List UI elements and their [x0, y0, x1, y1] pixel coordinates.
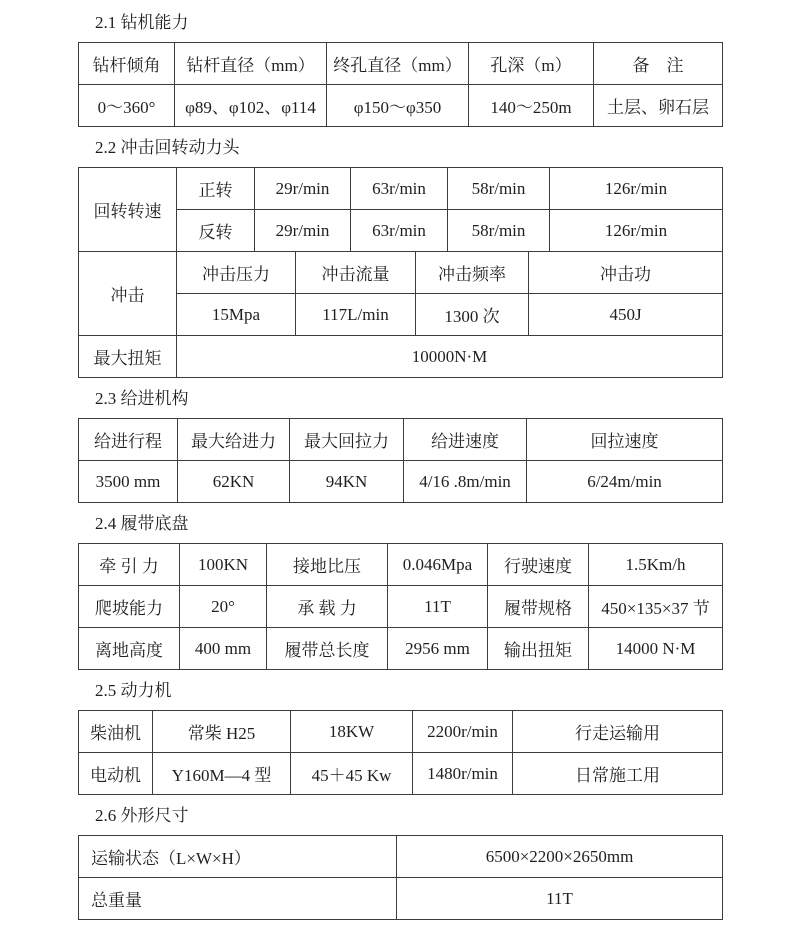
- label-cell: 总重量: [79, 878, 397, 920]
- value-cell: 18KW: [291, 711, 413, 753]
- rotary-speed-table: [78, 167, 723, 252]
- label-cell: 冲击: [79, 252, 177, 336]
- header-cell: 冲击流量: [296, 252, 416, 294]
- table-row: [79, 461, 723, 503]
- label-cell: 承 载 力: [267, 586, 388, 628]
- table-row: [79, 252, 723, 294]
- value-cell: 126r/min: [550, 210, 723, 252]
- value-cell: 0～360°: [79, 85, 175, 127]
- table-row: [79, 336, 723, 378]
- header-cell: 给进速度: [404, 419, 527, 461]
- label-cell: 电动机: [79, 753, 153, 795]
- label-cell: 履带规格: [488, 586, 589, 628]
- value-cell: 日常施工用: [513, 753, 723, 795]
- value-cell: 行走运输用: [513, 711, 723, 753]
- value-cell: 0.046Mpa: [388, 544, 488, 586]
- table-row: [79, 586, 723, 628]
- crawler-chassis-table: [78, 543, 723, 670]
- value-cell: 450J: [529, 294, 723, 336]
- label-cell: 最大扭矩: [79, 336, 177, 378]
- section-title-2-3: 2.3 给进机构: [95, 389, 189, 408]
- table-row: [79, 753, 723, 795]
- feed-mechanism-table: [78, 418, 723, 503]
- value-cell: 400 mm: [180, 628, 267, 670]
- table-row: [79, 711, 723, 753]
- value-cell: 117L/min: [296, 294, 416, 336]
- value-cell: 62KN: [178, 461, 290, 503]
- value-cell: 45＋45 Kw: [291, 753, 413, 795]
- header-cell: 最大给进力: [178, 419, 290, 461]
- value-cell: φ150～φ350: [327, 85, 469, 127]
- table-row: [79, 836, 723, 878]
- value-cell: 126r/min: [550, 168, 723, 210]
- label-cell: 运输状态（L×W×H）: [79, 836, 397, 878]
- header-cell: 冲击压力: [177, 252, 296, 294]
- value-cell: 11T: [388, 586, 488, 628]
- header-cell: 给进行程: [79, 419, 178, 461]
- value-cell: 1.5Km/h: [589, 544, 723, 586]
- header-cell: 终孔直径（mm）: [327, 43, 469, 85]
- value-cell: 常柴 H25: [153, 711, 291, 753]
- value-cell: 63r/min: [351, 168, 448, 210]
- label-cell: 牵 引 力: [79, 544, 180, 586]
- section-title-2-1: 2.1 钻机能力: [95, 13, 189, 32]
- section-title-2-4: 2.4 履带底盘: [95, 514, 189, 533]
- impact-table: [78, 251, 723, 336]
- dimensions-table: [78, 835, 723, 920]
- value-cell: 6/24m/min: [527, 461, 723, 503]
- value-cell: 10000N·M: [177, 336, 723, 378]
- value-cell: 140～250m: [469, 85, 594, 127]
- section-title-2-2: 2.2 冲击回转动力头: [95, 138, 240, 157]
- table-row: [79, 878, 723, 920]
- label-cell: 离地高度: [79, 628, 180, 670]
- value-cell: 63r/min: [351, 210, 448, 252]
- header-cell: 孔深（m）: [469, 43, 594, 85]
- value-cell: 2200r/min: [413, 711, 513, 753]
- value-cell: 58r/min: [448, 210, 550, 252]
- label-cell: 正转: [177, 168, 255, 210]
- value-cell: 100KN: [180, 544, 267, 586]
- header-cell: 回拉速度: [527, 419, 723, 461]
- value-cell: φ89、φ102、φ114: [175, 85, 327, 127]
- table-row: [79, 628, 723, 670]
- value-cell: 4/16 .8m/min: [404, 461, 527, 503]
- value-cell: 94KN: [290, 461, 404, 503]
- table-row: [79, 168, 723, 210]
- value-cell: 3500 mm: [79, 461, 178, 503]
- table-row: [79, 419, 723, 461]
- value-cell: Y160M—4 型: [153, 753, 291, 795]
- drill-capability-table: [78, 42, 723, 127]
- value-cell: 14000 N·M: [589, 628, 723, 670]
- value-cell: 58r/min: [448, 168, 550, 210]
- table-row: [79, 544, 723, 586]
- value-cell: 1300 次: [416, 294, 529, 336]
- label-cell: 接地比压: [267, 544, 388, 586]
- label-cell: 输出扭矩: [488, 628, 589, 670]
- section-title-2-5: 2.5 动力机: [95, 681, 172, 700]
- header-cell: 最大回拉力: [290, 419, 404, 461]
- value-cell: 6500×2200×2650mm: [397, 836, 723, 878]
- header-cell: 备 注: [594, 43, 723, 85]
- table-row: [79, 85, 723, 127]
- value-cell: 29r/min: [255, 168, 351, 210]
- value-cell: 20°: [180, 586, 267, 628]
- value-cell: 11T: [397, 878, 723, 920]
- header-cell: 钻杆倾角: [79, 43, 175, 85]
- label-cell: 爬坡能力: [79, 586, 180, 628]
- header-cell: 钻杆直径（mm）: [175, 43, 327, 85]
- spec-document: [78, 0, 722, 920]
- value-cell: 15Mpa: [177, 294, 296, 336]
- label-cell: 回转转速: [79, 168, 177, 252]
- header-cell: 冲击频率: [416, 252, 529, 294]
- value-cell: 2956 mm: [388, 628, 488, 670]
- value-cell: 1480r/min: [413, 753, 513, 795]
- label-cell: 行驶速度: [488, 544, 589, 586]
- value-cell: 土层、卵石层: [594, 85, 723, 127]
- value-cell: 450×135×37 节: [589, 586, 723, 628]
- label-cell: 履带总长度: [267, 628, 388, 670]
- label-cell: 柴油机: [79, 711, 153, 753]
- table-row: [79, 43, 723, 85]
- section-title-2-6: 2.6 外形尺寸: [95, 806, 189, 825]
- label-cell: 反转: [177, 210, 255, 252]
- header-cell: 冲击功: [529, 252, 723, 294]
- power-unit-table: [78, 710, 723, 795]
- value-cell: 29r/min: [255, 210, 351, 252]
- max-torque-table: [78, 335, 723, 378]
